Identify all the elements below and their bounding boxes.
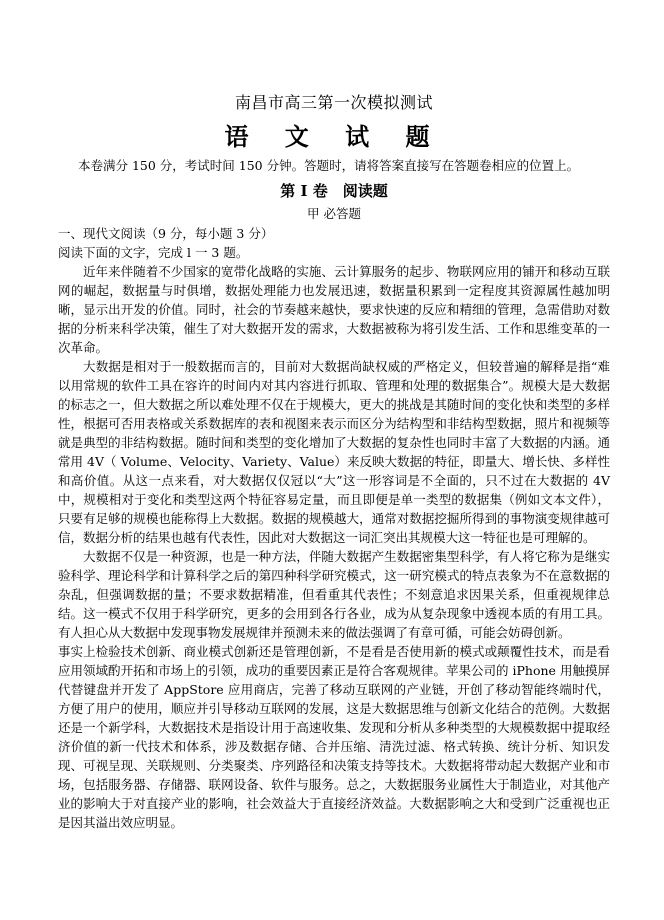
exam-page	[58, 92, 610, 832]
exam-instructions: 本卷满分 150 分，考试时间 150 分钟。答题时，请将答案直接写在答题卷相应的位置上。	[78, 158, 580, 173]
exam-title: 南昌市高三第一次模拟测试	[234, 93, 433, 112]
passage-paragraph-3-continuation: 事实上检验技术创新、商业模式创新还是管理创新，不是看是否使用新的模式或颠覆性技术，而是看应用领域酌开拓和市场上的引领，成功的重要因素正是符合客观规律。苹果公司的 iPhone 用触摸屏代替键盘并开发了 AppStore 应用商店，完善了移动互联网的产业链，开创了移动智能终端时代，方便了用户的使用，顺应并引导移动互联网的发展，这是大数据思维与创新文化结合的范例。大数据还是一个新学科，大数据技术是指设计用于高速收集、发现和分析从多种类型的大规模数据中提取经济价值的新一代技术和体系，涉及数据存储、合并压缩、清洗过滤、格式转换、统计分析、知识发现、可视呈现、关联规则、分类聚类、序列路径和决策支持等技术。大数据将带动起大数据产业和市场，包括服务器、存储器、联网设备、软件与服务。总之，大数据服务业属性大于制造业，对其他产业的影响大于对直接产业的影响，社会效益大于直接经济效益。大数据影响之大和受到广泛重视也正是因其溢出效应明显。	[58, 644, 610, 830]
passage-paragraph-1: 近年来伴随着不少国家的宽带化战略的实施、云计算服务的起步、物联网应用的铺开和移动互联网的崛起，数据量与时俱增，数据处理能力也发展迅速，数据量积累到一定程度其资源属性越加明晰，显示出开发的价值。同时，社会的节奏越来越快，要求快速的反应和精细的管理，急需借助对数据的分析来科学决策，催生了对大数据开发的需求，大数据被称为将引发生活、工作和思维变革的一次革命。	[58, 264, 610, 355]
passage-paragraph-3: 大数据不仅是一种资源，也是一种方法，伴随大数据产生数据密集型科学，有人将它称为是继实验科学、理论科学和计算科学之后的第四种科学研究模式，这一研究模式的特点表象为不在意数据的杂乱，但强调数据的量；不要求数据精准，但看重其代表性；不刻意追求因果关系，但重视规律总结。这一模式不仅用于科学研究，更多的会用到各行各业，成为从复杂现象中透视本质的有用工具。有人担心从大数据中发现事物发展规律并预测未来的做法强调了有章可循，可能会妨碍创新。	[58, 549, 610, 640]
subsection-title: 甲 必答题	[307, 206, 361, 221]
subject-title: 语 文 试 题	[224, 122, 444, 151]
section-title: 第 I 卷 阅读题	[280, 182, 388, 200]
question-heading: 一、现代文阅读（9 分，每小题 3 分）	[58, 226, 274, 241]
passage-paragraph-2: 大数据是相对于一般数据而言的，目前对大数据尚缺权威的严格定义，但较普遍的解释是指“难以用常规的软件工具在容许的时间内对其内容进行抓取、管理和处理的数据集合”。规模大是大数据的标志之一，但大数据之所以难处理不仅在于规模大，更大的挑战是其随时间的变化快和类型的多样性，根据可否用表格或关系数据库的表和视图来表示而区分为结构型和非结构型数据，照片和视频等就是典型的非结构数据。随时间和类型的变化增加了大数据的复杂性也同时丰富了大数据的内涵。通常用 4V（ Volume、Velocity、Variety、Value）来反映大数据的特征，即量大、增长快、多样性和高价值。从这一点来看，对大数据仅仅冠以“大”这一形容词是不全面的，只不过在大数据的 4V 中，规模相对于变化和类型这两个特征容易定量，而且即便是单一类型的数据集（例如文本文件），只要有足够的规模也能称得上大数据。数据的规模越大，通常对数据挖掘所得到的事物演变规律越可信，数据分析的结果也越有代表性，因此对大数据这一词汇突出其规模大这一特征也是可理解的。	[58, 359, 610, 545]
question-prompt: 阅读下面的文字，完成 l 一 3 题。	[58, 245, 249, 260]
